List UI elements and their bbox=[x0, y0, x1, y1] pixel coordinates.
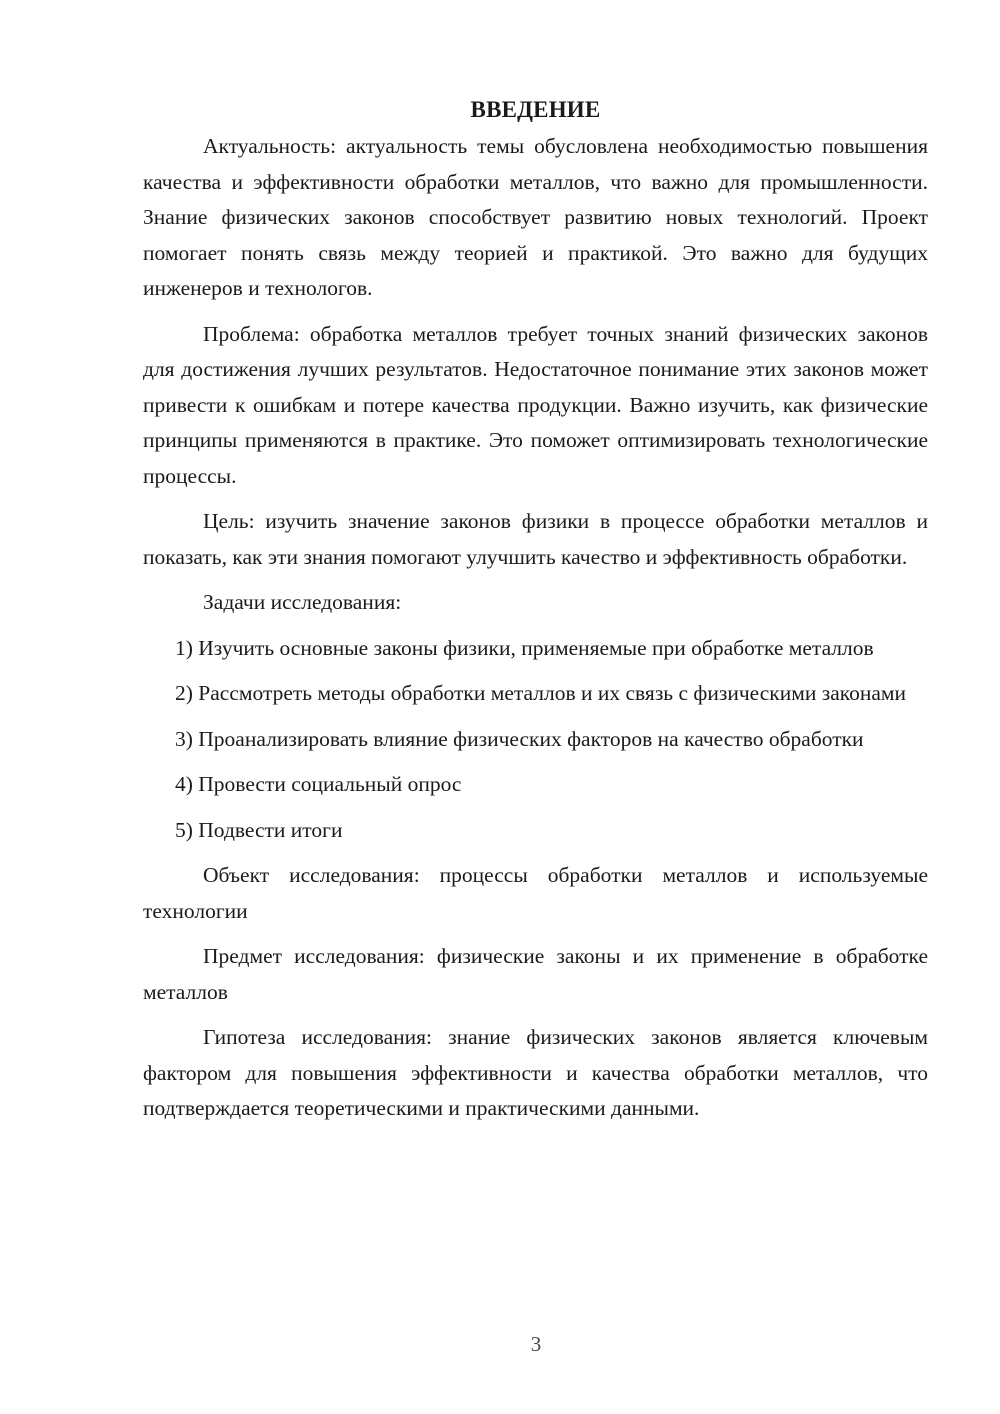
tasks-heading: Задачи исследования: bbox=[203, 590, 402, 614]
page-number: 3 bbox=[530, 1332, 542, 1356]
paragraph-object: Объект исследования: процессы обработки металлов и используемые технологии bbox=[143, 863, 928, 923]
document-page bbox=[143, 92, 928, 1137]
paragraph-relevance: Актуальность: актуальность темы обусловлена необходимостью повышения качества и эффективности обработки металлов, что важно для промышленности. Знание физических законов способствует развитию новых технологий. Проект помогает понять связь между теорией и практикой. Это важно для будущих инженеров и технологов. bbox=[143, 134, 928, 300]
section-title: ВВЕДЕНИЕ bbox=[470, 97, 601, 122]
paragraph-problem: Проблема: обработка металлов требует точных знаний физических законов для достижения лучших результатов. Недостаточное понимание этих законов может привести к ошибкам и потере качества продукции. Важно изучить, как физические принципы применяются в практике. Это поможет оптимизировать технологические процессы. bbox=[143, 321, 928, 488]
task-item: 4) Провести социальный опрос bbox=[175, 772, 462, 796]
paragraph-subject: Предмет исследования: физические законы и их применение в обработке металлов bbox=[143, 944, 928, 1004]
task-item: 2) Рассмотреть методы обработки металлов и их связь с физическими законами bbox=[175, 681, 907, 705]
task-item: 1) Изучить основные законы физики, применяемые при обработке металлов bbox=[175, 635, 874, 660]
task-item: 3) Проанализировать влияние физических факторов на качество обработки bbox=[175, 726, 864, 751]
paragraph-hypothesis: Гипотеза исследования: знание физических законов является ключевым фактором для повышения эффективности и качества обработки металлов, что подтверждается теоретическими и практическими данными. bbox=[143, 1025, 928, 1120]
paragraph-goal: Цель: изучить значение законов физики в процессе обработки металлов и показать, как эти знания помогают улучшить качество и эффективность обработки. bbox=[143, 509, 928, 569]
task-item: 5) Подвести итоги bbox=[175, 817, 343, 842]
